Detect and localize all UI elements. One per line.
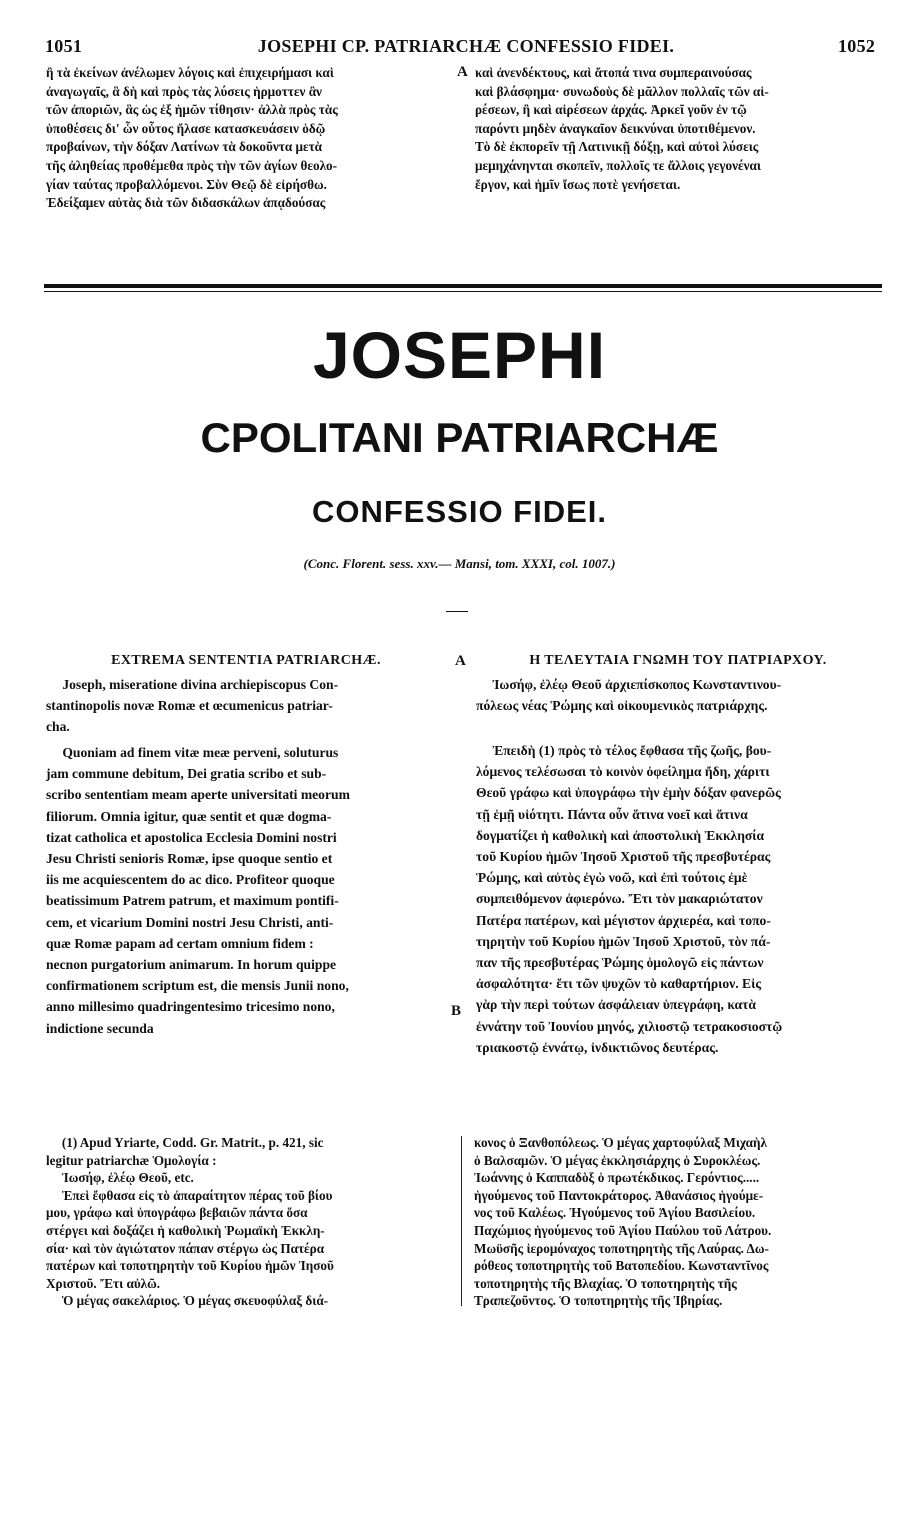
text-line: ἀναγωγαῖς, ἃ δὴ καὶ πρὸς τὰς λύσεις ἡρμοττεν ἂν xyxy=(46,83,322,99)
text-line: confirmationem scriptum est, die mensis Junii nono, xyxy=(46,978,349,994)
title-line-3: CONFESSIO FIDEI. xyxy=(311,494,608,529)
greek-heading: Η ΤΕΛΕΥΤΑΙΑ ΓΝΩΜΗ ΤΟΥ ΠΑΤΡΙΑΡΧΟΥ. xyxy=(529,653,827,668)
text-line: Ἰωσήφ, ἐλέῳ Θεοῦ ἀρχιεπίσκοπος Κωνσταντινου- xyxy=(492,677,782,692)
text-line: tizat catholica et apostolica Ecclesia Domini nostri xyxy=(46,829,337,845)
footnote-line: κονος ὁ Ξανθοπόλεως. Ὁ μέγας χαρτοφύλαξ Μιχαὴλ xyxy=(474,1135,767,1150)
text-line: Quoniam ad finem vitæ meæ perveni, soluturus xyxy=(62,745,339,760)
footnote-right xyxy=(474,1134,880,1310)
text-line: iis me acquiescentem do ac dico. Profiteor quoque xyxy=(46,872,335,888)
text-line: τῶν ἀποριῶν, ἃς ὡς ἐξ ἡμῶν τίθησιν· ἀλλὰ πρὸς τὰς xyxy=(46,102,338,118)
text-line: τοῦ Κυρίου ἡμῶν Ἰησοῦ Χριστοῦ τῆς πρεσβυτέρας xyxy=(476,849,771,865)
running-title: JOSEPHI CP. PATRIARCHÆ CONFESSIO FIDEI. xyxy=(257,36,675,56)
footnote-line: ἡγούμενος τοῦ Παντοκράτορος. Ἀθανάσιος ἡγούμε- xyxy=(474,1187,764,1203)
text-line: λόμενος τελέσωσαι τὸ κοινὸν ὀφείλημα ἤδη, χάριτι xyxy=(476,764,770,780)
text-line: anno millesimo quadringentesimo tricesimo nono, xyxy=(46,999,335,1015)
text-line: cha. xyxy=(46,719,70,735)
text-line: μεμηχάνηνται σκοπεῖν, πολλοῖς τε ἄλλοις γεγονέναι xyxy=(475,157,762,173)
text-line: ὑποθέσεις δι' ὧν οὗτος ἤλασε κατασκευάσειν ὁδῷ xyxy=(46,120,326,136)
text-line: καὶ βλάσφημα· συνωδοὺς δὲ μᾶλλον πολλαῖς τῶν αἱ- xyxy=(475,83,769,99)
footnote-left xyxy=(46,1134,448,1310)
footnote-line: Χριστοῦ. Ἔτι αὐλῶ. xyxy=(46,1275,161,1291)
source-citation: (Conc. Florent. sess. xxv.— Mansi, tom. XXXI, col. 1007.) xyxy=(303,556,616,571)
text-line: παρόντι μηδὲν ἀναγκαῖον δεικνύναι ὑποτιθέμενον. xyxy=(475,120,756,136)
text-line: Τὸ δὲ ἐκπορεῖν τῇ Λατινικῇ δόξῃ, καὶ αὐτοὶ λύσεις xyxy=(475,139,759,155)
text-line: Jesu Christi senioris Romæ, ipse quoque sentio et xyxy=(46,851,333,867)
text-line: πόλεως νέας Ῥώμης καὶ οἰκουμενικὸς πατριάρχης. xyxy=(476,698,768,714)
footnote-line: Μωϋσῆς ἱερομόναχος τοποτηρητὴς τῆς Λαύρας. Δω- xyxy=(474,1240,769,1256)
text-line: filiorum. Omnia igitur, quæ sentit et quæ dogma- xyxy=(46,808,332,824)
top-left-column xyxy=(46,64,451,213)
footnote-line: Παχώμιος ἡγούμενος τοῦ Ἁγίου Παύλου τοῦ Λάτρου. xyxy=(474,1222,772,1238)
short-divider xyxy=(446,611,468,612)
section-rule-thick xyxy=(44,284,882,288)
text-line: Πατέρα πατέρων, καὶ μέγιστον ἀρχιερέα, καὶ τοπο- xyxy=(476,912,771,928)
footnote-line: νος τοῦ Καλέως. Ἡγούμενος τοῦ Ἁγίου Βασιλείου. xyxy=(474,1205,756,1221)
text-line: τῆς ἀληθείας προθέμεθα πρὸς τὴν τῶν ἁγίων θεολο- xyxy=(46,157,338,173)
text-line: τηρητὴν τοῦ Κυρίου ἡμῶν Ἰησοῦ Χριστοῦ, τὸν πά- xyxy=(476,933,771,949)
text-line: ἐννάτην τοῦ Ἰουνίου μηνός, χιλιοστῷ τετρακοσιοστῷ xyxy=(476,1018,783,1034)
text-line: ἀσφαλότητα· ἔτι τῶν ψυχῶν τὸ καθαρτήριον. Εἰς xyxy=(476,976,762,992)
section-rule-thin xyxy=(44,291,882,292)
text-line: γίαν ταύτας προβαλλόμενοι. Σὺν Θεῷ δὲ εἰρήσθω. xyxy=(46,176,327,192)
text-line: παν τῆς πρεσβυτέρας Ῥώμης ὁμολογῶ εἰς πάντων xyxy=(476,955,764,971)
text-line: jam commune debitum, Dei gratia scribo et sub- xyxy=(46,766,327,782)
text-line: καὶ ἀνενδέκτους, καὶ ἄτοπά τινα συμπεραινούσας xyxy=(475,65,752,80)
page-number-left: 1051 xyxy=(45,36,83,56)
footnote-line: Ἐπεὶ ἔφθασα εἰς τὸ ἀπαραίτητον πέρας τοῦ βίου xyxy=(61,1187,333,1203)
footnote-column-divider xyxy=(461,1136,462,1306)
footnote-line: Τραπεζοῦντος. Ὁ τοποτηρητὴς τῆς Ἰβηρίας. xyxy=(474,1293,723,1309)
text-line: Joseph, miseratione divina archiepiscopus Con- xyxy=(62,677,339,692)
footnote-line: Ἰωάννης ὁ Καππαδὸξ ὁ πρωτέκδικος. Γερόντιος..... xyxy=(474,1170,760,1186)
greek-intro xyxy=(476,674,880,716)
text-line: συμπειθόμενον ἀφιερόνω. Ἔτι τὸν μακαριώτατον xyxy=(476,891,763,907)
footnote-line: μου, γράφω καὶ ὑπογράφω βεβαιῶν πάντα ὅσα xyxy=(46,1205,308,1221)
text-line: τριακοστῷ ἐννάτῳ, ἰνδικτιῶνος δευτέρας. xyxy=(476,1039,719,1055)
latin-heading: EXTREMA SENTENTIA PATRIARCHÆ. xyxy=(111,653,381,668)
page-number-right: 1052 xyxy=(838,36,876,56)
text-line: necnon purgatorium animarum. In horum quippe xyxy=(46,957,337,973)
margin-letter-a-top: A xyxy=(457,64,468,80)
title-line-1: JOSEPHI xyxy=(312,318,607,392)
footnote-line: Ὁ μέγας σακελάριος. Ὁ μέγας σκευοφύλαξ διά- xyxy=(61,1293,329,1309)
footnote-line: σία· καὶ τὸν ἁγιώτατον πάπαν στέργω ὡς Πατέρα xyxy=(46,1240,325,1256)
title-line-2: CPOLITANI PATRIARCHÆ xyxy=(200,414,719,461)
text-line: προβαίνων, τὴν δόξαν Λατίνων τὰ δοκοῦντα μετὰ xyxy=(46,139,323,155)
text-line: stantinopolis novæ Romæ et œcumenicus patriar- xyxy=(46,698,333,714)
text-line: ρέσεων, ἢ καὶ αἱρέσεων ἀρχάς. Ἀρκεῖ γοῦν ἐν τῷ xyxy=(475,102,747,118)
margin-letter-a: A xyxy=(455,653,466,669)
latin-intro xyxy=(46,674,446,738)
text-line: γὰρ τὴν περὶ τούτων ἀσφάλειαν ὑπεγράφη, κατὰ xyxy=(476,997,756,1013)
text-line: Ἐδείξαμεν αὐτὰς διὰ τῶν διδασκάλων ἀπᾳδούσας xyxy=(46,195,326,211)
text-line: τῇ ἐμῇ υἱότητι. Πάντα οὖν ἅτινα νοεῖ καὶ ἅτινα xyxy=(476,806,748,822)
text-line: Ῥώμης, καὶ αὐτὸς ἐγὼ νοῶ, καὶ ἐπὶ τούτοις ἐμὲ xyxy=(476,870,748,886)
footnote-line: ὁ Βαλσαμῶν. Ὁ μέγας ἐκκλησιάρχης ὁ Συροκλέως. xyxy=(474,1152,761,1168)
footnote-line: (1) Apud Yriarte, Codd. Gr. Matrit., p. 421, sic xyxy=(61,1135,324,1150)
text-line: Ἐπειδὴ (1) πρὸς τὸ τέλος ἔφθασα τῆς ζωῆς, βου- xyxy=(492,743,772,758)
footnote-line: τοποτηρητὴς τῆς Βλαχίας. Ὁ τοποτηρητὴς τῆς xyxy=(474,1275,737,1291)
latin-body xyxy=(46,742,446,1039)
text-line: ἔργον, καὶ ἡμῖν ἴσως ποτὲ γενήσεται. xyxy=(475,176,681,192)
text-line: indictione secunda xyxy=(46,1020,154,1036)
text-line: cem, et vicarium Domini nostri Jesu Christi, anti- xyxy=(46,914,334,930)
top-right-column xyxy=(475,64,880,194)
text-line: δογματίζει ἡ καθολικὴ καὶ ἀποστολικὴ Ἐκκλησία xyxy=(476,827,765,843)
footnote-line: ρόθεος τοποτηρητὴς τοῦ Βατοπεδίου. Κωνσταντῖνος xyxy=(474,1258,769,1274)
footnote-line: στέργει καὶ δοξάζει ἡ καθολικὴ Ῥωμαϊκὴ Ἐκκλη- xyxy=(46,1222,325,1238)
greek-body xyxy=(476,740,880,1058)
text-line: Θεοῦ γράφω καὶ ὑπογράφω τὴν ἐμὴν δόξαν φανερῶς xyxy=(476,785,781,801)
text-line: scribo sententiam meam aperte universitati meorum xyxy=(46,787,350,803)
text-line: ἢ τὰ ἐκείνων ἀνέλωμεν λόγοις καὶ ἐπιχειρήμασι καὶ xyxy=(46,65,334,80)
footnote-line: πατέρων καὶ τοποτηρητὴν τοῦ Κυρίου ἡμῶν Ἰησοῦ xyxy=(46,1258,334,1274)
text-line: quæ Romæ papam ad certam omnium fidem : xyxy=(46,935,314,951)
footnote-line: legitur patriarchæ Ὁμολογία : xyxy=(46,1152,217,1168)
footnote-line: Ἰωσήφ, ἐλέῳ Θεοῦ, etc. xyxy=(61,1170,194,1186)
margin-letter-b: B xyxy=(451,1003,462,1019)
text-line: beatissimum Patrem patrum, et maximum pontifi- xyxy=(46,893,339,909)
